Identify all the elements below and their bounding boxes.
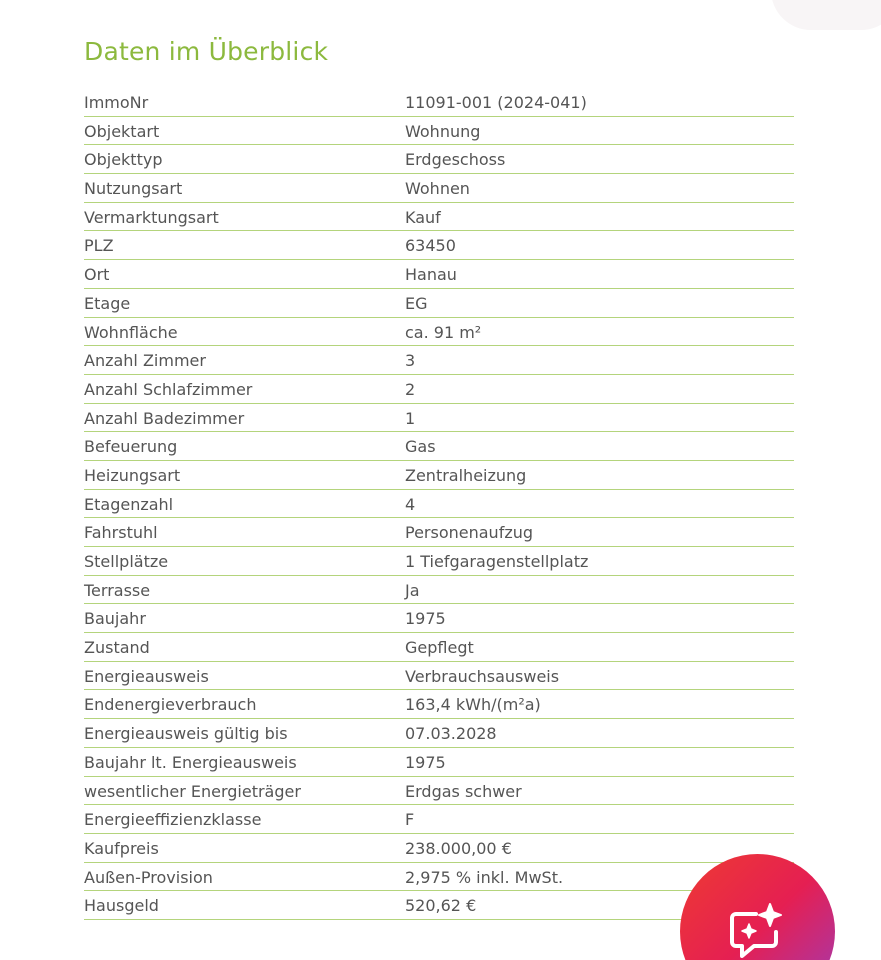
table-row <box>84 117 794 146</box>
row-value: 2,975 % inkl. MwSt. <box>405 867 564 887</box>
row-value: F <box>405 810 415 830</box>
table-row <box>84 318 794 347</box>
row-label: Baujahr lt. Energieausweis <box>84 752 297 772</box>
row-value: ca. 91 m² <box>405 322 482 342</box>
row-value: 2 <box>405 379 416 399</box>
table-row <box>84 404 794 433</box>
row-label: Anzahl Schlafzimmer <box>84 379 253 399</box>
table-row <box>84 518 794 547</box>
table-row <box>84 289 794 318</box>
table-row <box>84 863 794 892</box>
row-value: 1 <box>405 408 416 428</box>
table-row <box>84 461 794 490</box>
row-value: 1975 <box>405 609 446 629</box>
table-row <box>84 576 794 605</box>
table-row <box>84 633 794 662</box>
table-row <box>84 231 794 260</box>
row-value: 163,4 kWh/(m²a) <box>405 695 541 715</box>
table-row <box>84 547 794 576</box>
row-value: 520,62 € <box>405 896 477 916</box>
row-label: Endenergieverbrauch <box>84 695 257 715</box>
row-value: 1 Tiefgaragenstellplatz <box>405 552 589 571</box>
row-value: 3 <box>405 351 416 371</box>
row-label: Objektart <box>84 121 160 141</box>
row-value: Personenaufzug <box>405 523 534 543</box>
row-value: EG <box>405 293 428 313</box>
row-label: Anzahl Zimmer <box>84 351 206 371</box>
row-value: Erdgeschoss <box>405 150 506 170</box>
row-label: Etagenzahl <box>84 494 174 514</box>
table-row <box>84 432 794 461</box>
row-value: 238.000,00 € <box>405 838 512 858</box>
table-row <box>84 375 794 404</box>
table-row <box>84 346 794 375</box>
table-row <box>84 490 794 519</box>
table-row <box>84 662 794 691</box>
corner-badge[interactable] <box>771 0 881 30</box>
table-row <box>84 604 794 633</box>
row-label: Objekttyp <box>84 150 163 170</box>
row-value: 63450 <box>405 236 456 256</box>
table-row <box>84 690 794 719</box>
table-row <box>84 777 794 806</box>
row-value: Gas <box>405 437 436 457</box>
row-value: 07.03.2028 <box>405 724 497 744</box>
row-label: Anzahl Badezimmer <box>84 408 245 428</box>
row-label: Vermarktungsart <box>84 207 219 227</box>
row-label: Wohnfläche <box>84 322 178 342</box>
row-value: Gepflegt <box>405 638 474 658</box>
row-label: Zustand <box>84 638 150 658</box>
row-value: Wohnen <box>405 179 470 199</box>
table-row <box>84 174 794 203</box>
row-label: Energieausweis <box>84 666 209 686</box>
row-label: ImmoNr <box>84 93 149 112</box>
row-value: Ja <box>405 580 420 600</box>
table-row <box>84 260 794 289</box>
row-value: Verbrauchsausweis <box>405 666 560 686</box>
row-label: Baujahr <box>84 609 146 629</box>
row-value: Hanau <box>405 265 457 285</box>
row-label: Terrasse <box>84 580 151 600</box>
row-value: 11091-001 (2024-041) <box>405 93 587 112</box>
table-row <box>84 805 794 834</box>
table-row <box>84 203 794 232</box>
table-row <box>84 719 794 748</box>
row-value: Erdgas schwer <box>405 781 522 801</box>
table-row <box>84 834 794 863</box>
table-row <box>84 145 794 174</box>
details-table <box>84 88 794 920</box>
row-label: Befeuerung <box>84 437 178 457</box>
row-label: Nutzungsart <box>84 179 183 199</box>
row-label: wesentlicher Energieträger <box>84 781 301 801</box>
row-label: Ort <box>84 265 110 285</box>
table-row <box>84 748 794 777</box>
row-label: Etage <box>84 293 131 313</box>
row-label: Heizungsart <box>84 465 181 485</box>
row-label: Außen-Provision <box>84 867 213 887</box>
row-label: Energieeffizienzklasse <box>84 810 262 830</box>
row-value: Zentralheizung <box>405 465 527 485</box>
table-row <box>84 88 794 117</box>
row-value: 1975 <box>405 752 446 772</box>
row-value: Kauf <box>405 207 441 227</box>
row-label: Stellplätze <box>84 552 169 571</box>
row-label: Hausgeld <box>84 896 159 916</box>
section-title: Daten im Überblick <box>84 37 329 66</box>
row-label: Kaufpreis <box>84 838 159 858</box>
row-label: PLZ <box>84 236 114 256</box>
row-label: Fahrstuhl <box>84 523 158 543</box>
row-value: 4 <box>405 494 416 514</box>
chat-sparkle-icon <box>726 900 788 960</box>
row-label: Energieausweis gültig bis <box>84 724 288 744</box>
row-value: Wohnung <box>405 121 481 141</box>
